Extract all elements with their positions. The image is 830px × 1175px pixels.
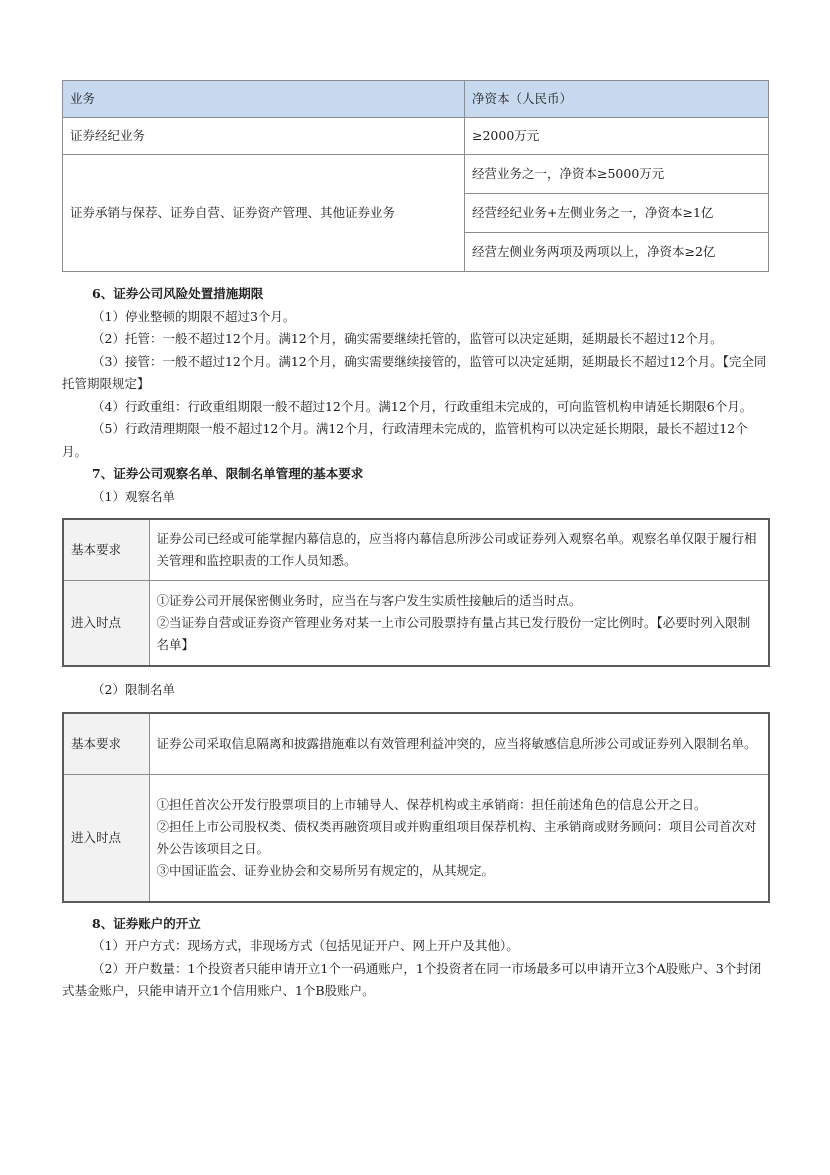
table-row	[63, 118, 769, 155]
table-cell: 证券公司已经或可能掌握内幕信息的，应当将内幕信息所涉公司或证券列入观察名单。观察名单仅限于履行相关管理和监控职责的工作人员知悉。	[149, 519, 769, 581]
list-item: ②当证券自营或证券资产管理业务对某一上市公司股票持有量占其已发行股份一定比例时。【必要时列入限制名单】	[156, 615, 751, 652]
list-item: ③中国证监会、证券业协会和交易所另有规定的，从其规定。	[156, 862, 495, 878]
paragraph: （4）行政重组：行政重组期限一般不超过12个月。满12个月，行政重组未完成的，可向监管机构申请延长期限6个月。	[92, 398, 753, 414]
paragraph: （2）托管：一般不超过12个月。满12个月，确实需要继续托管的，监管可以决定延期，延期最长不超过12个月。	[92, 331, 723, 346]
section-heading: 7、证券公司观察名单、限制名单管理的基本要求	[92, 466, 364, 481]
table-cell: 证券承销与保荐、证券自营、证券资产管理、其他证券业务	[63, 155, 465, 272]
table-cell	[149, 774, 769, 902]
paragraph: （1）停业整顿的期限不超过3个月。	[92, 308, 296, 324]
table-label-cell: 进入时点	[63, 774, 149, 902]
table-cell: 经营业务之一，净资本≥5000万元	[465, 155, 769, 194]
table-header-cell: 业务	[63, 81, 465, 118]
table-header-cell: 净资本（人民币）	[465, 81, 769, 118]
table-label-cell: 进入时点	[63, 581, 149, 667]
paragraph: （5）行政清理期限一般不超过12个月。满12个月，行政清理未完成的，监管机构可以决定延长期限，最长不超过12个月。	[62, 421, 748, 459]
table-label-cell: 基本要求	[63, 519, 149, 581]
section-heading: 8、证券账户的开立	[92, 915, 201, 931]
section-6	[62, 283, 768, 463]
list-item: ①证券公司开展保密侧业务时，应当在与客户发生实质性接触后的适当时点。	[156, 593, 582, 608]
table-row	[63, 581, 769, 667]
table-cell: 证券经纪业务	[63, 118, 465, 155]
table-cell: ≥2000万元	[465, 118, 769, 155]
watch-list-table	[62, 518, 770, 667]
table-cell: 经营经纪业务+左侧业务之一，净资本≥1亿	[465, 194, 769, 233]
table-row	[63, 155, 769, 194]
table-cell: 证券公司采取信息隔离和披露措施难以有效管理利益冲突的，应当将敏感信息所涉公司或证券列入限制名单。	[149, 713, 769, 775]
table-row	[63, 519, 769, 581]
sub-heading: （1）观察名单	[92, 488, 175, 504]
list-item: ①担任首次公开发行股票项目的上市辅导人、保荐机构或主承销商：担任前述角色的信息公开之日。	[156, 796, 707, 812]
table-row	[63, 774, 769, 902]
table-cell: 经营左侧业务两项及两项以上，净资本≥2亿	[465, 233, 769, 272]
table-header-row	[63, 81, 769, 118]
net-capital-table	[62, 80, 769, 272]
section-7	[62, 463, 768, 903]
table-cell	[149, 581, 769, 667]
paragraph: （2）开户数量：1个投资者只能申请开立1个一码通账户，1个投资者在同一市场最多可以申请开立3个A股账户、3个封闭式基金账户，只能申请开立1个信用账户、1个B股账户。	[62, 960, 762, 998]
section-8	[62, 913, 768, 1003]
table-label-cell: 基本要求	[63, 713, 149, 775]
document-page	[62, 80, 768, 1003]
section-heading: 6、证券公司风险处置措施期限	[92, 286, 264, 301]
sub-heading: （2）限制名单	[92, 682, 175, 697]
list-item: ②担任上市公司股权类、债权类再融资项目或并购重组项目保荐机构、主承销商或财务顾问：项目公司首次对外公告该项目之日。	[156, 818, 757, 856]
paragraph: （1）开户方式：现场方式，非现场方式（包括见证开户、网上开户及其他）。	[92, 938, 519, 953]
paragraph: （3）接管：一般不超过12个月。满12个月，确实需要继续接管的，监管可以决定延期，延期最长不超过12个月。【完全同托管期限规定】	[62, 353, 767, 391]
restricted-list-table	[62, 712, 770, 903]
table-row	[63, 713, 769, 775]
